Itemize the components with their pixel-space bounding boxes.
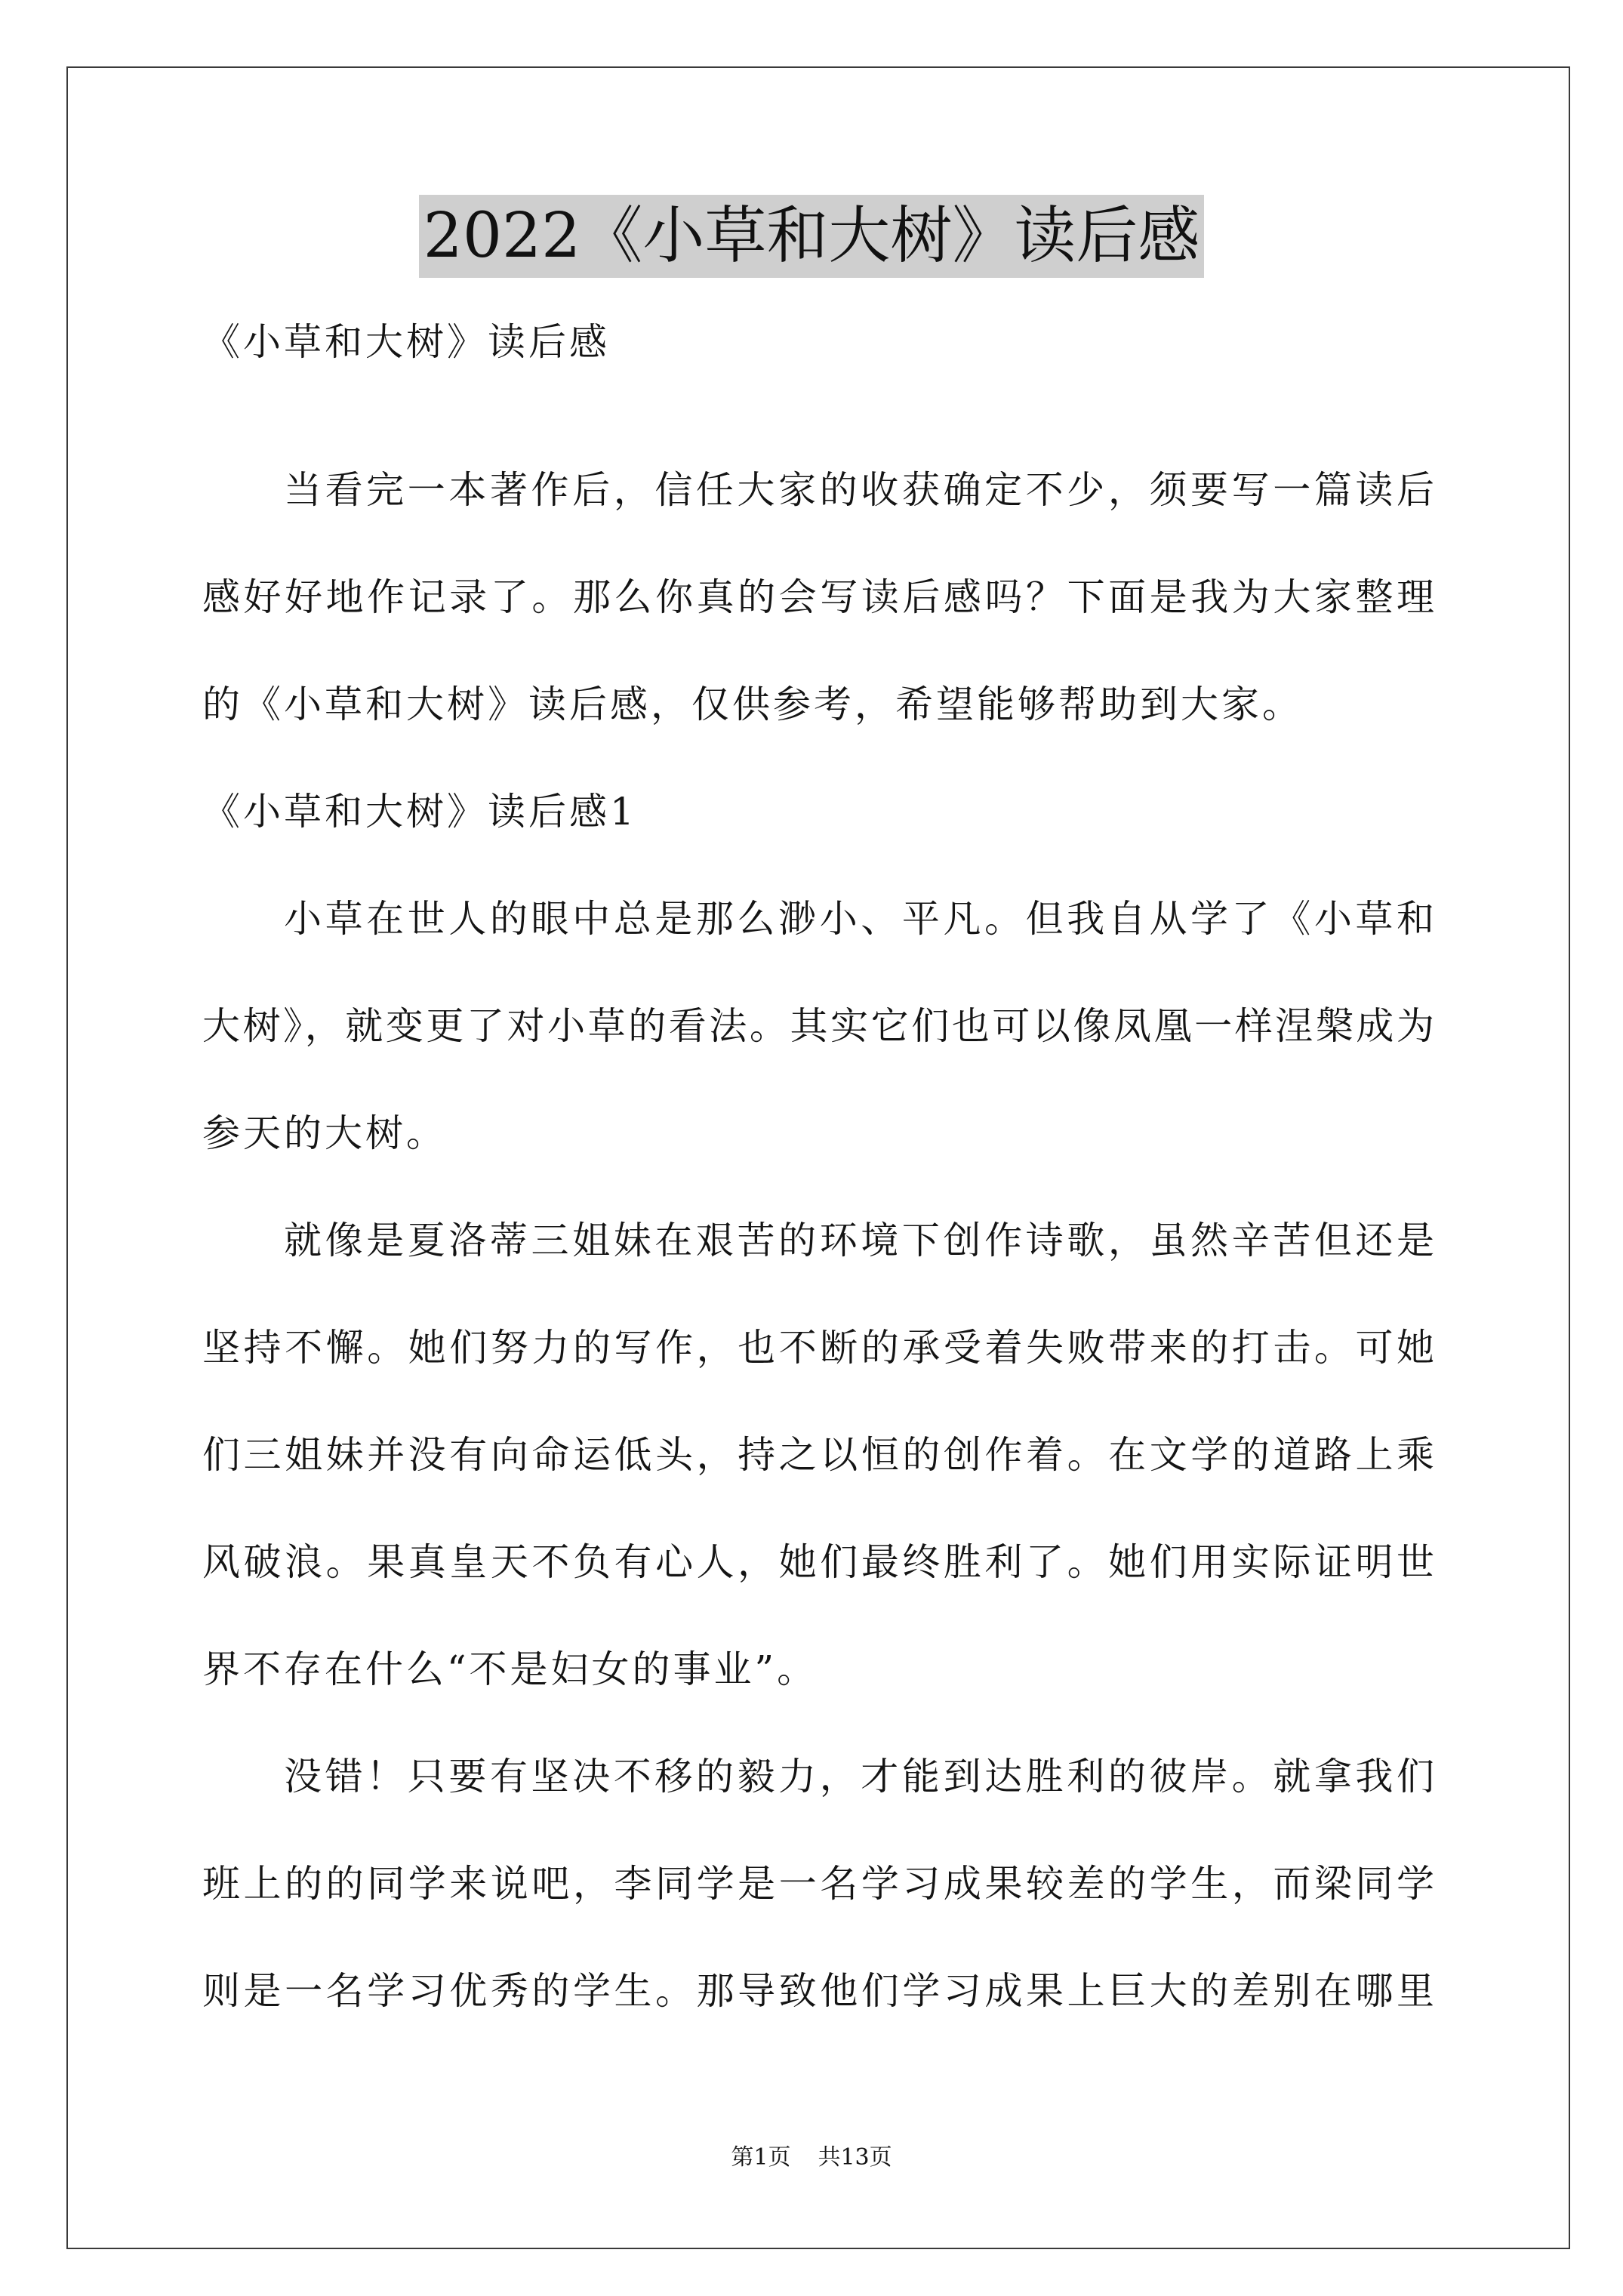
- paragraph-line: 大树》，就变更了对小草的看法。其实它们也可以像凤凰一样涅槃成为: [202, 1004, 1434, 1048]
- page-footer: [0, 2143, 1623, 2173]
- section-heading: 《小草和大树》读后感1: [202, 790, 637, 834]
- paragraph-line: 班上的的同学来说吧，李同学是一名学习成果较差的学生，而梁同学: [202, 1862, 1434, 1906]
- title-area: [0, 195, 1623, 278]
- paragraph-line: 坚持不懈。她们努力的写作，也不断的承受着失败带来的打击。可她: [202, 1326, 1434, 1370]
- paragraph-line: 风破浪。果真皇天不负有心人，她们最终胜利了。她们用实际证明世: [202, 1540, 1434, 1584]
- paragraph-line: 的《小草和大树》读后感，仅供参考，希望能够帮助到大家。: [202, 683, 1303, 726]
- document-body: [202, 288, 1434, 2045]
- page-number: 第1页: [731, 2144, 791, 2171]
- paragraph: [202, 1723, 1434, 2045]
- paragraph-line: 小草在世人的眼中总是那么渺小、平凡。但我自从学了《小草和: [284, 897, 1434, 941]
- paragraph: [202, 1187, 1434, 1723]
- paragraph-line: 当看完一本著作后，信任大家的收获确定不少，须要写一篇读后: [284, 468, 1434, 512]
- paragraph: [202, 865, 1434, 1187]
- page-total: 共13页: [818, 2144, 892, 2171]
- paragraph-line: 就像是夏洛蒂三姐妹在艰苦的环境下创作诗歌，虽然辛苦但还是: [284, 1219, 1434, 1262]
- paragraph-line: 们三姐妹并没有向命运低头，持之以恒的创作着。在文学的道路上乘: [202, 1433, 1434, 1477]
- paragraph-line: 参天的大树。: [202, 1111, 447, 1155]
- paragraph-line: 感好好地作记录了。那么你真的会写读后感吗？下面是我为大家整理: [202, 575, 1434, 619]
- page-title: 2022《小草和大树》读后感: [419, 195, 1205, 278]
- section-heading: 《小草和大树》读后感: [202, 320, 610, 364]
- paragraph-line: 没错！只要有坚决不移的毅力，才能到达胜利的彼岸。就拿我们: [284, 1755, 1434, 1798]
- paragraph-line: 则是一名学习优秀的学生。那导致他们学习成果上巨大的差别在哪里: [202, 1969, 1434, 2013]
- paragraph: [202, 436, 1434, 758]
- paragraph-line: 界不存在什么“不是妇女的事业”。: [202, 1647, 818, 1691]
